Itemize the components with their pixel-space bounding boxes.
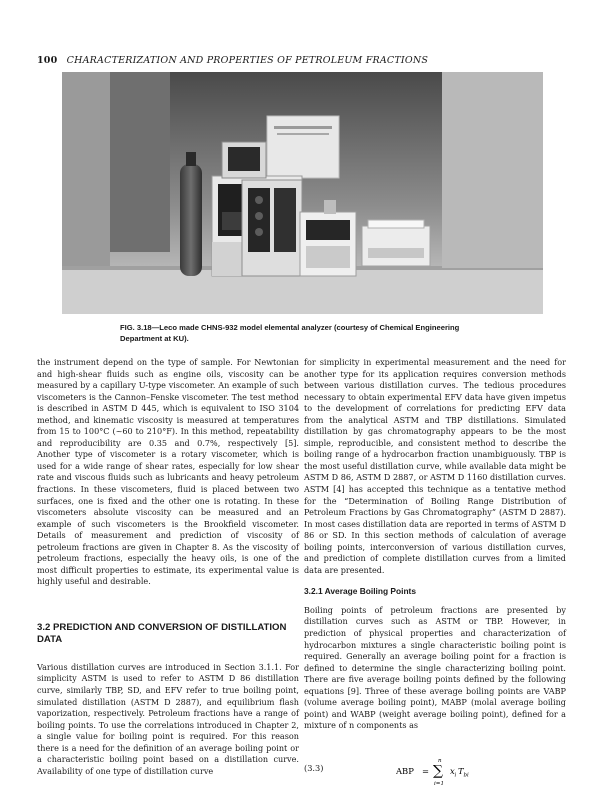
equation-lhs: ABP [396, 766, 414, 776]
sum-lower-limit: i=1 [434, 781, 445, 787]
left-paragraph-1: the instrument depend on the type of sample. For Newtonian and high-shear fluids such as engine oils, viscosity can be measured by a capillary U-type viscometer. An example of such viscometers is the Cannon–Fenske viscometer. The test method is described in ASTM D 445, which is equivalent to ISO 3104 method, and kinematic viscosity is measured at temperatures from 15 to 100°C (~60 to 210°F). In this method, repeatability and reproducibility are 0.35 and 0.7%, respectively [5]. Another type of viscometer is a rotary viscometer, which is used for a wide range of shear rates, especially for low shear rate and viscous fluids such as lubricants and heavy petroleum fractions. In these viscometers, fluid is placed between two surfaces, one is fixed and the other one is rotating. In these viscometers absolute viscosity can be measured and an example of such viscometers is the Brookfield viscometer. Details of measurement and prediction of viscosity of petroleum fractions are given in Chapter 8. As the viscosity of petroleum fractions, especially the heavy oils, is one of the most difficult properties to estimate, its experimental value is highly useful and desirable. [37, 357, 299, 587]
equation-3-3 [304, 752, 566, 786]
figure-caption: FIG. 3.18—Leco made CHNS-932 model elemental analyzer (courtesy of Chemical Engineering Department at KU). [120, 323, 460, 343]
sum-upper-limit: n [438, 758, 442, 764]
running-title: CHARACTERIZATION AND PROPERTIES OF PETROLEUM FRACTIONS [66, 55, 429, 66]
section-heading: 3.2 PREDICTION AND CONVERSION OF DISTILLATION DATA [37, 621, 287, 645]
subsection-heading: 3.2.1 Average Boiling Points [304, 586, 417, 597]
right-column [304, 357, 566, 732]
running-header [37, 55, 428, 66]
figure-photo [62, 72, 543, 314]
sigma-symbol: ∑ [433, 763, 443, 779]
right-paragraph-1: for simplicity in experimental measurement and the need for another type for its application requires conversion methods between various distillation curves. The tedious procedures necessary to obtain experimental EFV data have given impetus to the development of correlations for predicting EFV data from the analytical ASTM and TBP distillations. Simulated distillation by gas chromatography appears to be the most simple, reproducible, and consistent method to describe the boiling range of a hydrocarbon fraction unambiguously. TBP is the most useful distillation curve, while available data might be ASTM D 86, ASTM D 2887, or ASTM D 1160 distillation curves. ASTM [4] has accepted this technique as a tentative method for the “Determination of Boiling Range Distribution of Petroleum Fractions by Gas Chromatography” (ASTM D 2887). In most cases distillation data are reported in terms of ASTM D 86 or SD. In this section methods of calculation of average boiling points, interconversion of various distillation curves, and prediction of complete distillation curves from a limited data are presented. [304, 357, 566, 575]
equation-formula [396, 755, 506, 787]
summand-T: T [458, 766, 464, 776]
left-column [37, 357, 299, 777]
summand-x: x [450, 766, 455, 776]
right-paragraph-2: Boiling points of petroleum fractions are presented by distillation curves such as ASTM or TBP. However, in prediction of physical properties and characterization of hydrocarbon mixtures a single characteristic boiling point is required. Generally an average boiling point for a fraction is defined to determine the single characterizing boiling point. There are five average boiling points defined by the following equations [9]. Three of these average boiling points are VABP (volume average boiling point), MABP (molal average boiling point) and WABP (weight average boiling point), defined for a mixture of n components as [304, 604, 566, 731]
equation-equals: = [422, 766, 430, 776]
equation-number: (3.3) [304, 763, 324, 773]
summand-x-subscript: i [454, 772, 457, 779]
page-number: 100 [37, 55, 58, 66]
left-paragraph-2: Various distillation curves are introduced in Section 3.1.1. For simplicity ASTM is used to refer to ASTM D 86 distillation curve, similarly TBP, SD, and EFV refer to true boiling point, simulated distillation (ASTM D 2887), and equilibrium flash vaporization, respectively. Petroleum fractions have a range of boiling points. To use the correlations introduced in Chapter 2, a single value for boiling point is required. For this reason there is a need for the definition of an average boiling point or a characteristic boiling point based on a distillation curve. Availability of one type of distillation curve [37, 661, 299, 776]
summand-T-subscript: bi [463, 772, 469, 779]
